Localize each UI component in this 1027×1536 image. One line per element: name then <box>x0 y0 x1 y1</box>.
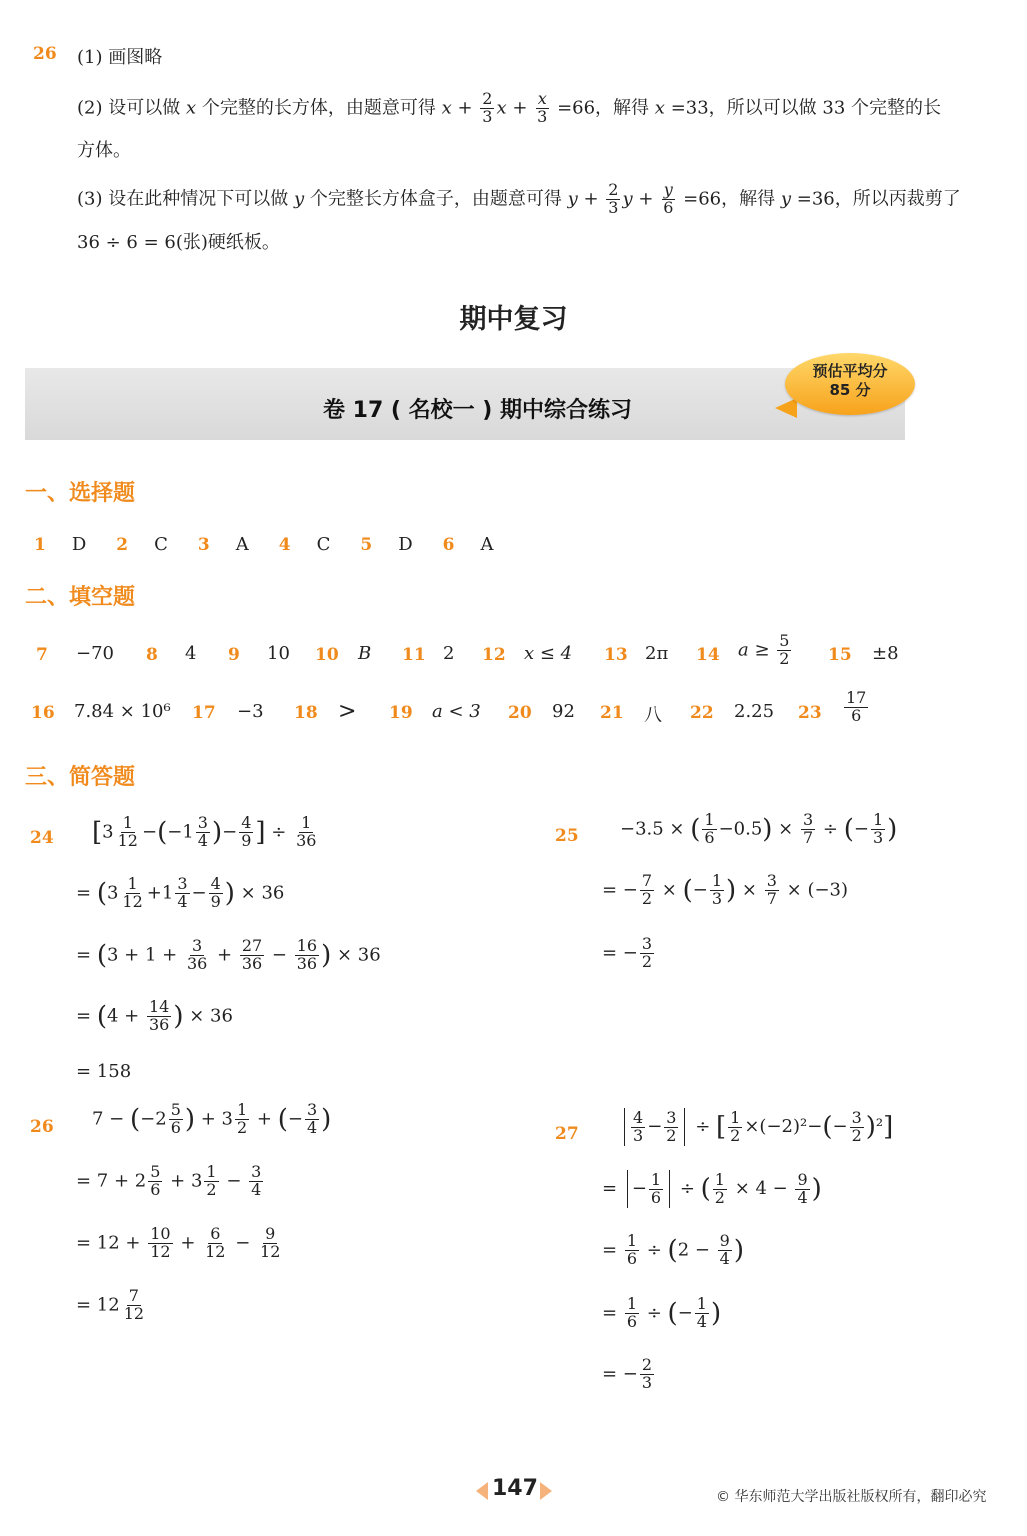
fill-answer: 7.84 × 10⁶ <box>74 701 171 722</box>
section-heading: 三、简答题 <box>25 765 136 790</box>
math-line: 7 − (−2 $\frac{5}{6}$ ) + 3 $\frac{1}{2}$ + (− $\frac{3}{4}$ ) <box>92 1100 332 1137</box>
question-number: 20 <box>508 703 532 723</box>
fill-answer: > <box>338 699 357 724</box>
math-line: = 158 <box>76 1061 132 1082</box>
question-number: 18 <box>294 703 318 723</box>
math-line: = − $\frac{7}{2}$ × (− $\frac{1}{3}$ ) × $\frac{3}{7}$ × (−3) <box>602 871 849 908</box>
answer-line: 36 ÷ 6 = 6(张)硬纸板。 <box>77 232 280 253</box>
question-number: 7 <box>36 645 48 665</box>
fill-answer: $\frac{17}{6}$ <box>846 688 867 725</box>
fill-answer: −70 <box>76 643 114 664</box>
question-number: 15 <box>828 645 852 665</box>
question-number: 22 <box>690 703 714 723</box>
fill-answer: 2 <box>443 643 455 664</box>
question-number: 12 <box>482 645 506 665</box>
question-number: 19 <box>389 703 413 723</box>
fill-answer: B <box>358 643 372 664</box>
score-badge-text: 预估平均分 85 分 <box>812 362 888 399</box>
question-number: 10 <box>315 645 339 665</box>
fill-answer: 2.25 <box>734 701 775 722</box>
page-next-arrow-icon <box>540 1482 552 1500</box>
fill-answer: 10 <box>267 643 290 664</box>
math-line: = $\frac{1}{6}$ ÷ (− $\frac{1}{4}$ ) <box>602 1294 722 1331</box>
copyright: © 华东师范大学出版社版权所有，翻印必究 <box>716 1489 987 1505</box>
page-title: 期中复习 <box>459 304 568 335</box>
math-line: = − $\frac{3}{2}$ <box>602 934 653 971</box>
math-line: = 12 + $\frac{10}{12}$ + $\frac{6}{12}$ − $\frac{9}{12}$ <box>76 1224 281 1261</box>
fill-answer: 92 <box>552 701 575 722</box>
page-prev-arrow-icon <box>476 1482 488 1500</box>
choice-answers: 1 D 2 C 3 A 4 C 5 D 6 A <box>34 534 494 555</box>
fill-answer: x ≤ 4 <box>524 643 573 664</box>
math-line: = (3 + 1 + $\frac{3}{36}$ + $\frac{27}{36}$ − $\frac{16}{36}$ ) × 36 <box>76 936 381 973</box>
question-number: 26 <box>33 44 57 64</box>
question-number: 16 <box>31 703 55 723</box>
fill-answer: 2π <box>645 643 669 664</box>
fill-answer: a ≥ $\frac{5}{2}$ <box>738 631 790 668</box>
math-line: $\frac{4}{3}$ − $\frac{3}{2}$ ÷ [ $\frac{1}{2}$ ×(−2)²−(− $\frac{3}{2}$ )²] <box>620 1108 893 1146</box>
math-line: −3.5 × ( $\frac{1}{6}$ −0.5) × $\frac{3}{7}$ ÷ (− $\frac{1}{3}$ ) <box>620 810 898 847</box>
fill-answer: 八 <box>644 705 662 726</box>
answer-line: 方体。 <box>77 140 131 161</box>
fill-answer: 4 <box>185 643 197 664</box>
question-number: 23 <box>798 703 822 723</box>
math-line: = 7 + 2 $\frac{5}{6}$ + 3 $\frac{1}{2}$ − $\frac{3}{4}$ <box>76 1162 262 1199</box>
page-number: 147 <box>492 1476 538 1501</box>
math-line: [3 $\frac{1}{12}$ −(−1 $\frac{3}{4}$ )− $\frac{4}{9}$ ] ÷ $\frac{1}{36}$ <box>92 813 317 850</box>
question-number: 17 <box>192 703 216 723</box>
section-heading: 一、选择题 <box>25 481 136 506</box>
section-heading: 二、填空题 <box>25 585 136 610</box>
answer-line: (1) 画图略 <box>77 47 163 68</box>
fill-answer: −3 <box>237 701 264 722</box>
math-line: = $\frac{1}{6}$ ÷ (2 − $\frac{9}{4}$ ) <box>602 1231 745 1268</box>
math-line: = − $\frac{1}{6}$ ÷ ( $\frac{1}{2}$ × 4 − $\frac{9}{4}$ ) <box>602 1169 822 1207</box>
question-number: 25 <box>555 826 579 846</box>
fill-answer: a < 3 <box>432 701 481 722</box>
question-number: 24 <box>30 828 54 848</box>
banner-title: 卷 17 ( 名校一 ) 期中综合练习 <box>323 398 633 423</box>
question-number: 27 <box>555 1124 579 1144</box>
question-number: 11 <box>402 645 426 665</box>
fill-answer: ±8 <box>872 643 899 664</box>
answer-line: (3) 设在此种情况下可以做 y 个完整长方体盒子，由题意可得 y + $\frac{2}{3}$ y + $\frac{y}{6}$ =66，解得 y =36，所以丙裁剪了 <box>77 180 961 217</box>
question-number: 9 <box>228 645 240 665</box>
math-line: = − $\frac{2}{3}$ <box>602 1355 653 1392</box>
question-number: 14 <box>696 645 720 665</box>
question-number: 13 <box>604 645 628 665</box>
speech-bubble-tail <box>775 398 797 418</box>
math-line: = 12 $\frac{7}{12}$ <box>76 1286 145 1323</box>
question-number: 8 <box>146 645 158 665</box>
math-line: = (4 + $\frac{14}{36}$ ) × 36 <box>76 997 233 1034</box>
question-number: 21 <box>600 703 624 723</box>
answer-line: (2) 设可以做 x 个完整的长方体，由题意可得 x + $\frac{2}{3}$ x + $\frac{x}{3}$ =66，解得 x =33，所以可以做 33 个完整的长 <box>77 89 942 126</box>
question-number: 26 <box>30 1117 54 1137</box>
math-line: = (3 $\frac{1}{12}$ +1 $\frac{3}{4}$ − $\frac{4}{9}$ ) × 36 <box>76 874 285 911</box>
